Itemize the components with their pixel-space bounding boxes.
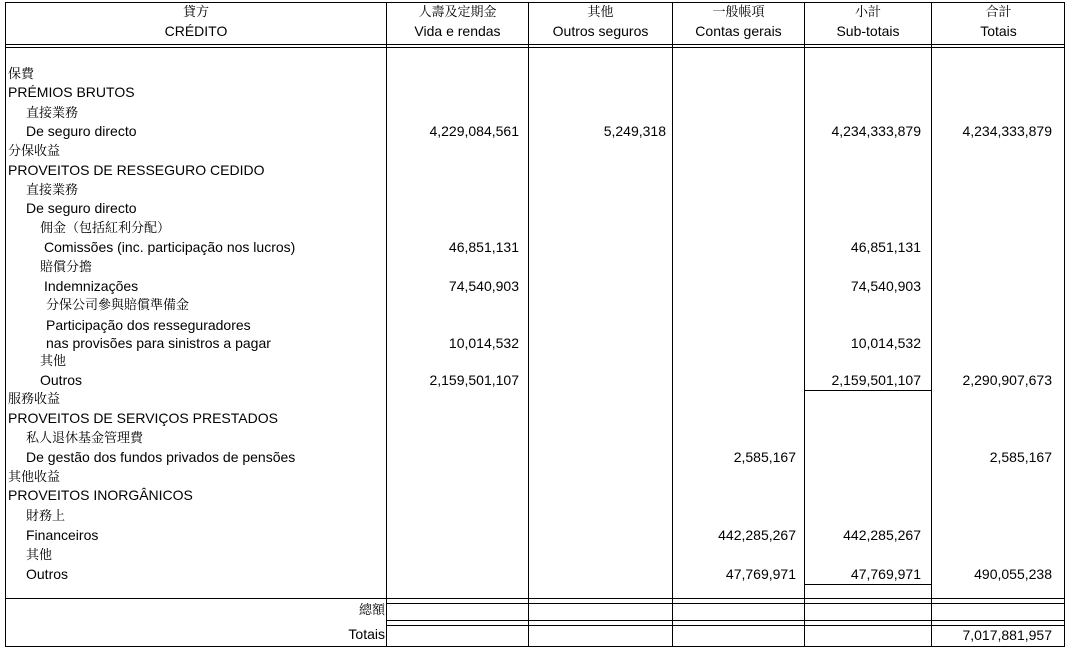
header-divider: [5, 47, 1065, 48]
value-totais: 490,055,238: [974, 566, 1052, 582]
column-divider: [386, 2, 387, 647]
header-vida: 人壽及定期金 Vida e rendas: [414, 5, 501, 39]
header-sub-totais: 小計 Sub-totais: [836, 5, 900, 39]
value-vida: 10,014,532: [448, 335, 519, 351]
column-divider: [672, 2, 673, 647]
row-label: Indemnizações: [44, 278, 139, 294]
section-heading: PRÉMIOS BRUTOS: [8, 84, 135, 100]
total-label: Totais: [348, 626, 385, 642]
row-label-zh: 直接業務: [26, 183, 79, 198]
value-sub-totais: 74,540,903: [850, 278, 921, 294]
value-sub-totais: 46,851,131: [850, 239, 921, 255]
row-label-zh: 直接業務: [26, 106, 79, 121]
row-label-zh: 服務收益: [8, 392, 61, 407]
value-totais: 2,585,167: [989, 449, 1052, 465]
value-vida: 46,851,131: [448, 239, 519, 255]
value-outros-seguros: 5,249,318: [603, 123, 666, 139]
footer-divider: [387, 603, 1065, 604]
column-divider: [804, 2, 805, 647]
value-vida: 74,540,903: [448, 278, 519, 294]
row-label-zh: 其他: [40, 354, 67, 369]
row-label-zh: 分保公司參與賠償準備金: [46, 298, 190, 313]
header-credito: 貸方 CRÉDITO: [164, 5, 228, 39]
footer-divider: [387, 620, 1065, 621]
value-sub-totais: 10,014,532: [850, 335, 921, 351]
row-label: De seguro directo: [26, 123, 137, 139]
total-label-zh: 總額: [358, 603, 385, 618]
column-divider: [931, 2, 932, 647]
row-label-zh: 財務上: [26, 509, 66, 524]
row-label: De gestão dos fundos privados de pensões: [26, 449, 296, 465]
row-label: Outros: [40, 372, 83, 388]
row-label: nas provisões para sinistros a pagar: [46, 335, 271, 351]
subtotal-rule: [805, 584, 931, 585]
section-heading: PROVEITOS INORGÂNICOS: [8, 487, 193, 503]
value-contas-gerais: 47,769,971: [725, 566, 796, 582]
row-label-zh: 賠償分擔: [40, 260, 93, 275]
header-outros-seguros: 其他 Outros seguros: [552, 5, 649, 39]
value-totais: 2,290,907,673: [962, 372, 1052, 388]
row-label-zh: 其他收益: [8, 470, 61, 485]
footer-divider: [5, 598, 1065, 599]
value-sub-totais: 442,285,267: [843, 527, 921, 543]
section-heading: PROVEITOS DE RESSEGURO CEDIDO: [8, 162, 265, 178]
row-label: Financeiros: [26, 527, 99, 543]
row-label: Participação dos resseguradores: [46, 317, 251, 333]
header-totais: 合計 Totais: [980, 5, 1017, 39]
row-label: Outros: [26, 566, 69, 582]
row-label-zh: 分保收益: [8, 144, 61, 159]
row-label-zh: 佣金（包括紅利分配）: [40, 221, 171, 236]
header-contas-gerais: 一般帳項 Contas gerais: [695, 5, 782, 39]
value-totais: 4,234,333,879: [962, 123, 1052, 139]
column-divider: [528, 2, 529, 647]
value-sub-totais: 4,234,333,879: [831, 123, 921, 139]
value-sub-totais: 2,159,501,107: [831, 372, 921, 388]
value-contas-gerais: 442,285,267: [718, 527, 796, 543]
value-sub-totais: 47,769,971: [850, 566, 921, 582]
value-contas-gerais: 2,585,167: [733, 449, 796, 465]
row-label-zh: 保費: [8, 67, 35, 82]
value-vida: 2,159,501,107: [429, 372, 519, 388]
subtotal-rule: [805, 390, 931, 391]
row-label: Comissões (inc. participação nos lucros): [44, 239, 296, 255]
grand-total: 7,017,881,957: [962, 627, 1052, 643]
row-label: De seguro directo: [26, 200, 137, 216]
section-heading: PROVEITOS DE SERVIÇOS PRESTADOS: [8, 410, 278, 426]
value-vida: 4,229,084,561: [429, 123, 519, 139]
header-divider: [5, 44, 1065, 45]
row-label-zh: 其他: [26, 548, 53, 563]
row-label-zh: 私人退休基金管理費: [26, 431, 144, 446]
